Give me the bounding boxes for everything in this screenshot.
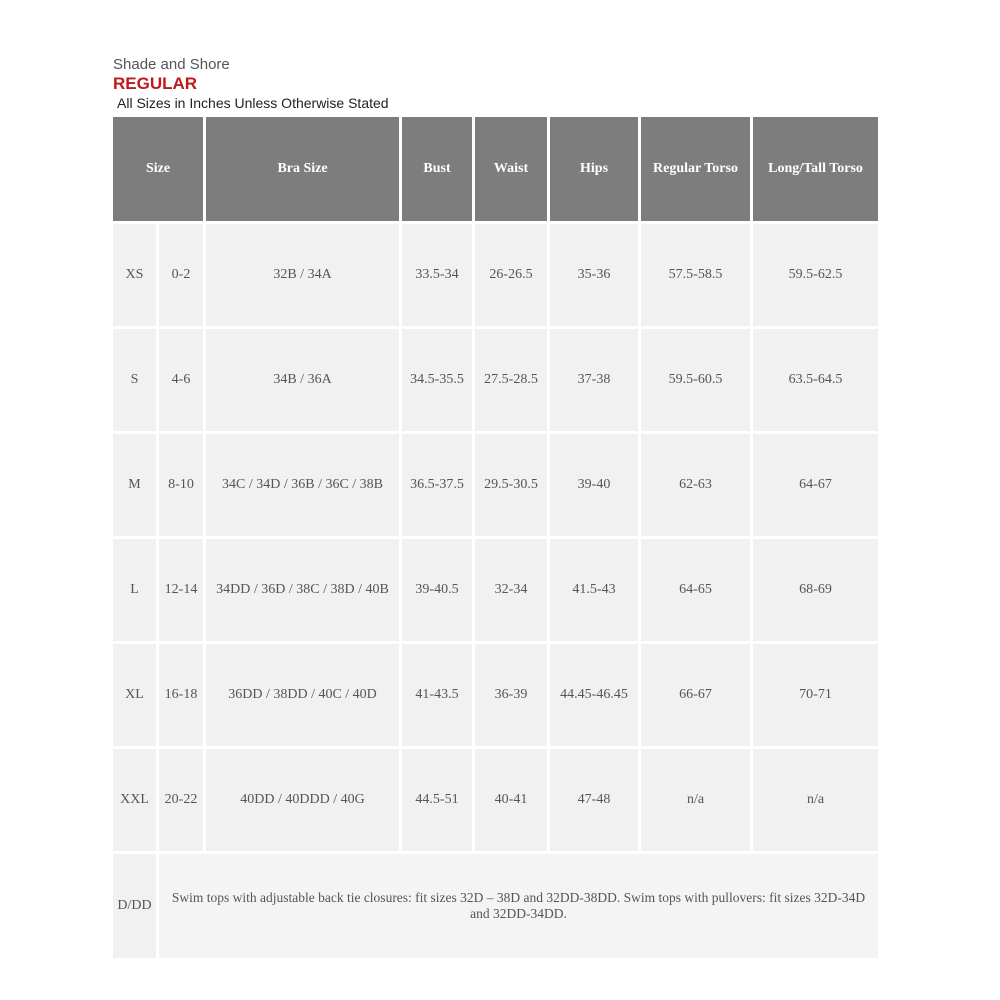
waist: 29.5-30.5	[475, 434, 547, 536]
col-header-waist: Waist	[475, 117, 547, 221]
hips: 41.5-43	[550, 539, 638, 641]
bra-size: 34B / 36A	[206, 329, 399, 431]
size-letter: L	[113, 539, 156, 641]
bust: 34.5-35.5	[402, 329, 472, 431]
bust: 44.5-51	[402, 749, 472, 851]
units-note: All Sizes in Inches Unless Otherwise Stated	[117, 95, 389, 111]
table-row	[113, 539, 878, 641]
brand-name: Shade and Shore	[113, 56, 230, 73]
waist: 32-34	[475, 539, 547, 641]
long-tall-torso: 68-69	[753, 539, 878, 641]
table-row	[113, 644, 878, 746]
size-number: 16-18	[159, 644, 203, 746]
size-letter: S	[113, 329, 156, 431]
regular-torso: 57.5-58.5	[641, 224, 750, 326]
waist: 36-39	[475, 644, 547, 746]
col-header-bust: Bust	[402, 117, 472, 221]
bra-size: 40DD / 40DDD / 40G	[206, 749, 399, 851]
long-tall-torso: 59.5-62.5	[753, 224, 878, 326]
table-row	[113, 749, 878, 851]
bra-size: 32B / 34A	[206, 224, 399, 326]
col-header-bra-size: Bra Size	[206, 117, 399, 221]
table-footer-row	[113, 854, 878, 958]
footer-note: Swim tops with adjustable back tie closures: fit sizes 32D – 38D and 32DD-38DD. Swim tops with pullovers: fit sizes 32D-34D and 32DD-34DD.	[159, 854, 878, 958]
regular-torso: 66-67	[641, 644, 750, 746]
size-letter: M	[113, 434, 156, 536]
col-header-regular-torso: Regular Torso	[641, 117, 750, 221]
size-letter: XL	[113, 644, 156, 746]
table-row	[113, 224, 878, 326]
size-number: 8-10	[159, 434, 203, 536]
table-row	[113, 434, 878, 536]
footer-label: D/DD	[113, 854, 156, 958]
size-number: 20-22	[159, 749, 203, 851]
waist: 26-26.5	[475, 224, 547, 326]
size-number: 12-14	[159, 539, 203, 641]
long-tall-torso: n/a	[753, 749, 878, 851]
long-tall-torso: 64-67	[753, 434, 878, 536]
col-header-size: Size	[113, 117, 203, 221]
col-header-long-tall-torso: Long/Tall Torso	[753, 117, 878, 221]
bra-size: 34DD / 36D / 38C / 38D / 40B	[206, 539, 399, 641]
waist: 27.5-28.5	[475, 329, 547, 431]
bust: 33.5-34	[402, 224, 472, 326]
size-number: 4-6	[159, 329, 203, 431]
bust: 36.5-37.5	[402, 434, 472, 536]
regular-torso: n/a	[641, 749, 750, 851]
bust: 41-43.5	[402, 644, 472, 746]
regular-torso: 62-63	[641, 434, 750, 536]
hips: 37-38	[550, 329, 638, 431]
size-number: 0-2	[159, 224, 203, 326]
bust: 39-40.5	[402, 539, 472, 641]
bra-size: 36DD / 38DD / 40C / 40D	[206, 644, 399, 746]
table-row	[113, 329, 878, 431]
hips: 39-40	[550, 434, 638, 536]
size-chart-table	[110, 114, 881, 961]
size-letter: XS	[113, 224, 156, 326]
hips: 44.45-46.45	[550, 644, 638, 746]
long-tall-torso: 70-71	[753, 644, 878, 746]
regular-torso: 59.5-60.5	[641, 329, 750, 431]
regular-torso: 64-65	[641, 539, 750, 641]
long-tall-torso: 63.5-64.5	[753, 329, 878, 431]
bra-size: 34C / 34D / 36B / 36C / 38B	[206, 434, 399, 536]
col-header-hips: Hips	[550, 117, 638, 221]
table-header-row	[113, 117, 878, 221]
fit-title: REGULAR	[113, 74, 198, 93]
hips: 47-48	[550, 749, 638, 851]
size-letter: XXL	[113, 749, 156, 851]
waist: 40-41	[475, 749, 547, 851]
hips: 35-36	[550, 224, 638, 326]
